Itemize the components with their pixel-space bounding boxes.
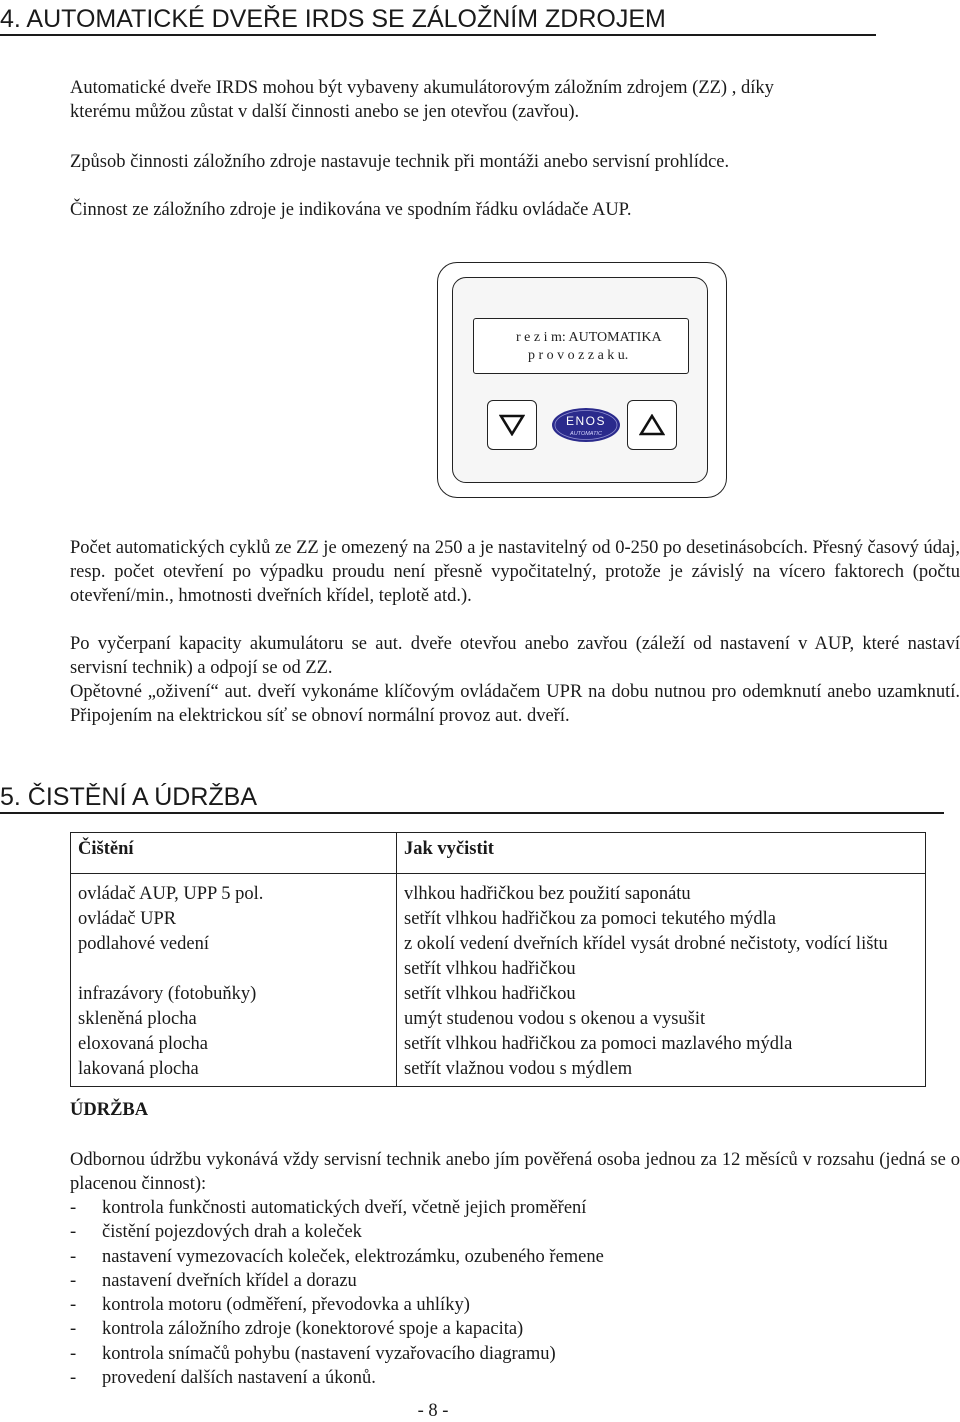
display-line-operation: p r o v o z z a k u. [528,348,629,363]
table-cell-method: setřít vlhkou hadřičkou za pomoci tekutého mýdla [397,907,926,932]
paragraph-battery-depleted: Po vyčerpaní kapacity akumulátoru se aut. dveře otevřou anebo zavřou (záleží od nastavení v AUP, které nastaví servisní technik) a odpojí se od ZZ. [70,634,960,678]
table-header-method: Jak vyčistit [397,833,926,874]
list-dash: - [70,1343,77,1364]
list-item-text: nastavení dveřních křídel a dorazu [102,1270,357,1291]
table-row [71,982,926,1007]
list-item-text: provedení dalších nastavení a úkonů. [102,1368,376,1389]
paragraph-backup-intro-line1: Automatické dveře IRDS mohou být vybaveny akumulátorovým záložním zdrojem (ZZ) , díky [70,78,774,98]
table-cell-method: umýt studenou vodou s okenou a vysušit [397,1007,926,1032]
table-row [71,1057,926,1087]
table-cell-item: podlahové vedení [71,932,397,982]
list-item [70,1269,604,1293]
table-cell-method: vlhkou hadřičkou bez použití saponátu [397,882,926,907]
section-4-heading: 4. AUTOMATICKÉ DVEŘE IRDS SE ZÁLOŽNÍM ZDROJEM [0,4,876,36]
table-row [71,907,926,932]
list-item [70,1366,604,1390]
paragraph-reactivation: Opětovné „oživení“ aut. dveří vykonáme klíčovým ovládačem UPR na dobu nutnou pro odemknutí anebo uzamknutí. Připojením na elektrickou síť se obnoví normální provoz aut. dveří. [70,682,960,726]
table-row [71,932,926,982]
table-cell-item: eloxovaná plocha [71,1032,397,1057]
triangle-up-icon [639,414,665,436]
list-dash: - [70,1198,77,1218]
table-row [71,882,926,907]
table-row [71,1032,926,1057]
table-spacer [71,874,926,883]
controller-down-button [487,400,537,450]
list-dash: - [70,1246,77,1267]
list-item-text: čistění pojezdových drah a koleček [102,1222,362,1243]
list-item [70,1342,604,1366]
list-dash: - [70,1319,77,1340]
cleaning-table [70,832,926,1087]
table-cell-item: infrazávory (fotobuňky) [71,982,397,1007]
table-header-cleaning: Čištění [71,833,397,874]
table-cell-method: z okolí vedení dveřních křídel vysát drobné nečistoty, vodící lištu setřít vlhkou hadřičkou [397,932,926,982]
list-item [70,1317,604,1341]
list-item-text: kontrola funkčnosti automatických dveří, včetně jejich proměření [102,1198,587,1218]
table-cell-method: setřít vlhkou hadřičkou za pomoci mazlavého mýdla [397,1032,926,1057]
table-cell-method: setřít vlažnou vodou s mýdlem [397,1057,926,1087]
list-dash: - [70,1270,77,1291]
table-cell-method: setřít vlhkou hadřičkou [397,982,926,1007]
paragraph-cycle-count: Počet automatických cyklů ze ZZ je omezený na 250 a je nastavitelný od 0-250 po desetinásobcích. Přesný časový údaj, resp. počet otevření po výpadku proudu není přesně vypočitatelný, protože je závislý na vícero faktorech (počtu otevření/min., hmotnosti dveřních křídel, teplotě atd.). [70,538,960,606]
paragraph-maintenance-intro: Odbornou údržbu vykonává vždy servisní technik anebo jím pověřená osoba jednou za 12 měsíců v rozsahu (jedná se o placenou činnost): [70,1150,960,1194]
controller-face [452,277,708,483]
logo-text: ENOS [565,414,607,428]
controller-display [473,318,689,374]
list-item [70,1245,604,1269]
list-dash: - [70,1222,77,1243]
paragraph-backup-mode: Způsob činnosti záložního zdroje nastavuje technik při montáži anebo servisní prohlídce. [70,152,730,172]
table-cell-item: ovládač UPR [71,907,397,932]
section-5-heading: 5. ČISTĚNÍ A ÚDRŽBA [0,782,944,814]
aup-controller-illustration [437,262,727,498]
enos-logo [551,406,621,444]
table-cell-item: ovládač AUP, UPP 5 pol. [71,882,397,907]
maintenance-task-list [70,1196,604,1390]
table-cell-item: lakovaná plocha [71,1057,397,1087]
table-header-row [71,833,926,874]
paragraph-backup-intro-line2: kterému můžou zůstat v další činnosti anebo se jen otevřou (zavřou). [70,102,580,122]
list-item-text: nastavení vymezovacích koleček, elektrozámku, ozubeného řemene [102,1246,604,1267]
list-dash: - [70,1295,77,1316]
list-item [70,1220,604,1244]
list-item-text: kontrola snímačů pohybu (nastavení vyzařovacího diagramu) [102,1343,556,1364]
triangle-down-icon [499,414,525,436]
table-row [71,1007,926,1032]
paragraph-backup-indication: Činnost ze záložního zdroje je indikována ve spodním řádku ovládače AUP. [70,200,632,220]
list-item [70,1293,604,1317]
display-line-mode: r e z i m: AUTOMATIKA [516,330,662,345]
list-dash: - [70,1368,77,1389]
table-cell-item: skleněná plocha [71,1007,397,1032]
page-number: - 8 - [417,1401,449,1421]
list-item-text: kontrola záložního zdroje (konektorové spoje a kapacita) [102,1319,524,1340]
logo-subtext: AUTOMATIC [570,431,602,437]
list-item-text: kontrola motoru (odměření, převodovka a uhlíky) [102,1295,470,1316]
maintenance-title: ÚDRŽBA [70,1100,149,1120]
controller-up-button [627,400,677,450]
list-item [70,1196,604,1220]
